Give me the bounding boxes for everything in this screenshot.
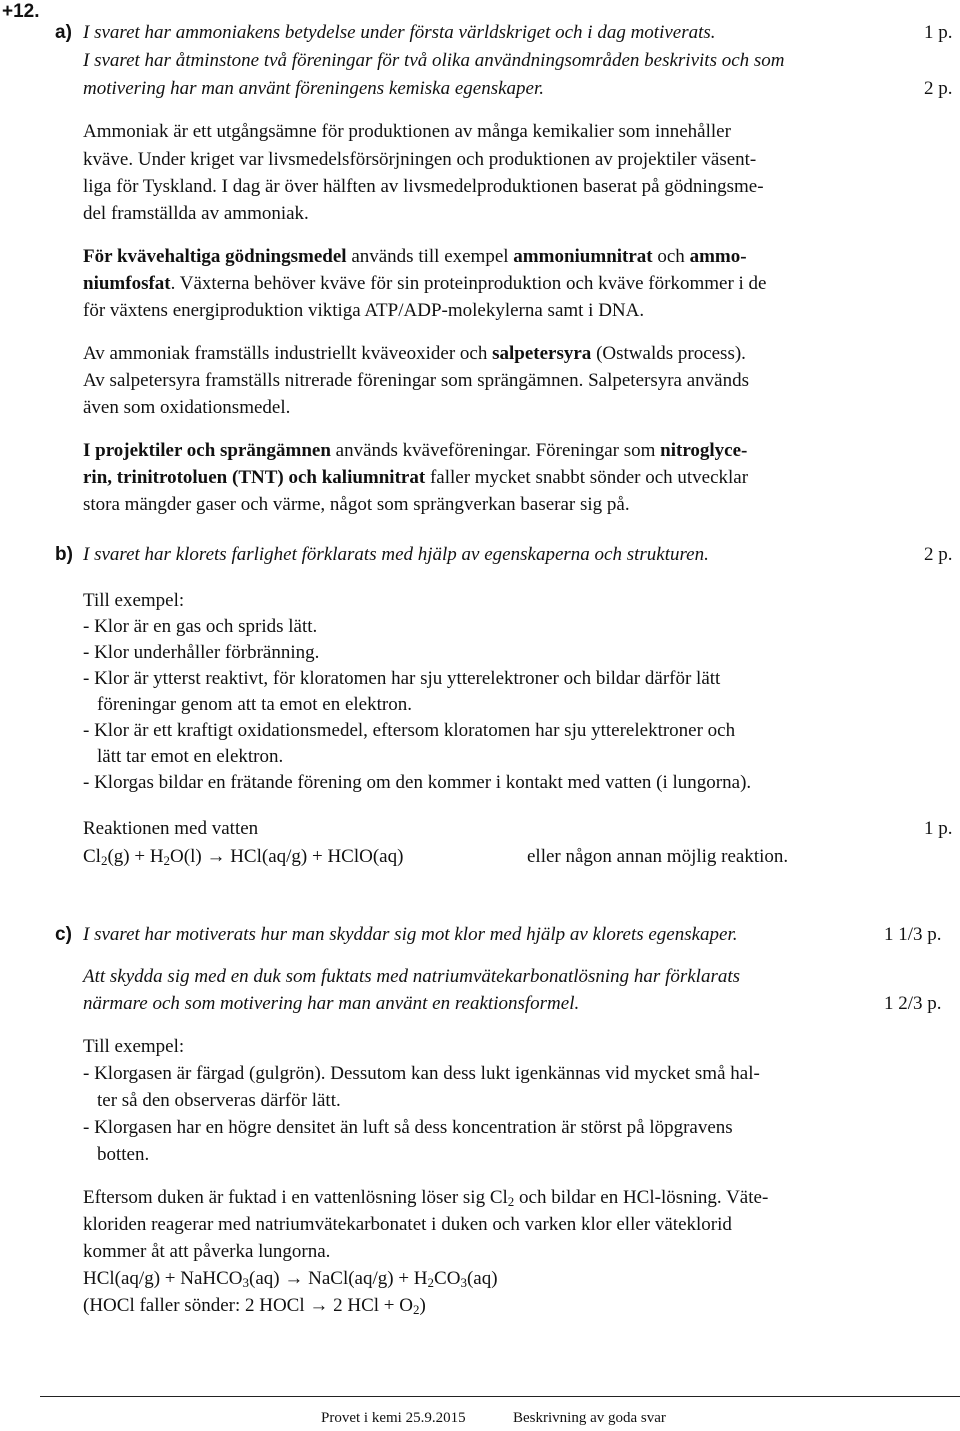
part-a-paragraph-1-line-3: liga för Tyskland. I dag är över hälften av livsmedelproduktionen baserat på gödningsme- <box>83 176 764 197</box>
text-run: och <box>652 246 690 267</box>
part-a-criterion-1-points: 1 p. <box>924 22 953 43</box>
part-a-paragraph-3-line-1 <box>83 340 746 367</box>
part-b-example-header: Till exempel: <box>83 590 185 611</box>
text-run: . Växterna behöver kväve för sin proteinproduktion och kväve förkommer i de <box>170 273 767 294</box>
part-a-criterion-2-line-2: motivering har man använt föreningens kemiska egenskaper. <box>83 78 545 99</box>
part-a-paragraph-1-line-4: del framställda av ammoniak. <box>83 203 309 224</box>
question-number: +12. <box>2 1 40 22</box>
text-run: används kväveföreningar. Föreningar som <box>330 440 661 461</box>
part-b-reaction-alternative: eller någon annan möjlig reaktion. <box>527 846 789 867</box>
part-c-item-continued: botten. <box>97 1144 150 1165</box>
part-a-label: a) <box>55 22 72 43</box>
footer-rule <box>40 1396 960 1397</box>
part-b-criterion-points: 2 p. <box>924 544 953 565</box>
part-c-criterion-2-points: 1 2/3 p. <box>884 993 942 1014</box>
part-b-reaction-points: 1 p. <box>924 818 953 839</box>
part-a-paragraph-2-line-3: för växtens energiproduktion viktiga ATP/ADP-molekylerna samt i DNA. <box>83 300 645 321</box>
part-c-criterion-1: I svaret har motiverats hur man skyddar sig mot klor med hjälp av klorets egenskaper. <box>83 924 738 945</box>
part-a-paragraph-3-line-2: Av salpetersyra framställs nitrerade föreningar som sprängämnen. Salpetersyra används <box>83 370 749 391</box>
part-c-paragraph-line-1: Eftersom duken är fuktad i en vattenlösning löser sig $Cl_2$ och bildar en HCl-lösning. Väte- <box>83 1187 769 1209</box>
part-a-paragraph-1-line-1: Ammoniak är ett utgångsämne för produktionen av många kemikalier som innehåller <box>83 121 731 142</box>
chlorine-water-equation: $Cl_2(g) + H_2O(l) \to HCl(aq/g)$ + HClO(aq) <box>83 846 404 868</box>
ammonium-phosphate-term-start: ammo- <box>689 246 747 267</box>
part-a-paragraph-4-line-2 <box>83 464 748 491</box>
part-b-item: - Klor är ytterst reaktivt, för kloratomen har sju ytterelektroner och bildar därför lätt <box>83 668 721 689</box>
part-b-item: - Klor är en gas och sprids lätt. <box>83 616 318 637</box>
text-run: faller mycket snabbt sönder och utvecklar <box>425 467 749 488</box>
text-run: Eftersom duken är fuktad i en vattenlösning löser sig Cl <box>83 1187 508 1208</box>
part-c-paragraph-line-3: kommer åt att påverka lungorna. <box>83 1241 331 1262</box>
part-c-item: - Klorgasen är färgad (gulgrön). Dessutom kan dess lukt igenkännas vid mycket små hal- <box>83 1063 760 1084</box>
part-b-reaction-header: Reaktionen med vatten <box>83 818 259 839</box>
part-a-criterion-1: I svaret har ammoniakens betydelse under första världskriget och i dag motiverats. <box>83 22 716 43</box>
part-b-criterion: I svaret har klorets farlighet förklarats med hjälp av egenskaperna och strukturen. <box>83 544 709 565</box>
part-c-example-header: Till exempel: <box>83 1036 185 1057</box>
part-a-paragraph-3-line-3: även som oxidationsmedel. <box>83 397 291 418</box>
part-c-item: - Klorgasen har en högre densitet än luft så dess koncentration är störst på löpgravens <box>83 1117 733 1138</box>
part-b-item: - Klor är ett kraftigt oxidationsmedel, eftersom kloratomen har sju ytterelektroner och <box>83 720 736 741</box>
part-b-item-continued: lätt tar emot en elektron. <box>97 746 284 767</box>
part-b-item: - Klorgas bildar en frätande förening om den kommer i kontakt med vatten (i lungorna). <box>83 772 752 793</box>
part-b-label: b) <box>55 544 73 565</box>
part-c-criterion-1-points: 1 1/3 p. <box>884 924 942 945</box>
part-a-paragraph-4-line-1 <box>83 437 747 464</box>
part-a-criterion-2-points: 2 p. <box>924 78 953 99</box>
ammonium-phosphate-term-end: niumfosfat <box>83 273 171 294</box>
fertilizer-term: För kvävehaltiga gödningsmedel <box>83 246 347 267</box>
part-c-criterion-2-line-1: Att skydda sig med en duk som fuktats med natriumvätekarbonatlösning har förklarats <box>83 966 741 987</box>
text-run: används till exempel <box>346 246 514 267</box>
explosives-term: I projektiler och sprängämnen <box>83 440 331 461</box>
part-a-paragraph-2-line-1 <box>83 243 747 270</box>
hcl-bicarbonate-equation: HCl(aq/g) + NaHCO$_3$(aq) → NaCl(aq/g) + $H_2CO_3(aq)$ <box>83 1268 498 1290</box>
part-a-paragraph-4-line-3: stora mängder gaser och värme, något som sprängverkan baserar sig på. <box>83 494 630 515</box>
part-c-item-continued: ter så den observeras därför lätt. <box>97 1090 341 1111</box>
part-a-paragraph-1-line-2: kväve. Under kriget var livsmedelsförsörjningen och produktionen av projektiler väsent- <box>83 149 757 170</box>
part-c-label: c) <box>55 924 72 945</box>
footer-exam-title: Provet i kemi 25.9.2015 <box>321 1410 466 1426</box>
part-a-paragraph-2-line-2 <box>83 270 766 297</box>
text-run: (Ostwalds process). <box>591 343 746 364</box>
explosive-compounds-term: rin, trinitrotoluen (TNT) och kaliumnitrat <box>83 467 426 488</box>
text-run: Av ammoniak framställs industriellt kväveoxider och <box>83 343 493 364</box>
hocl-decomposition-equation: (HOCl faller sönder: 2 HOCl → 2 HCl + $O_2$) <box>83 1295 426 1317</box>
part-b-item-continued: föreningar genom att ta emot en elektron. <box>97 694 412 715</box>
part-c-paragraph-line-2: kloriden reagerar med natriumvätekarbonatet i duken och varken klor eller väteklorid <box>83 1214 732 1235</box>
part-c-criterion-2-line-2: närmare och som motivering har man använt en reaktionsformel. <box>83 993 580 1014</box>
footer-description: Beskrivning av goda svar <box>513 1410 666 1426</box>
text-run: och bildar en HCl-lösning. Väte- <box>514 1187 769 1208</box>
nitric-acid-term: salpetersyra <box>492 343 592 364</box>
part-b-item: - Klor underhåller förbränning. <box>83 642 320 663</box>
part-a-criterion-2-line-1: I svaret har åtminstone två föreningar för två olika användningsområden beskrivits och som <box>83 50 785 71</box>
ammonium-nitrate-term: ammoniumnitrat <box>513 246 653 267</box>
nitroglycerin-term-start: nitroglyce- <box>660 440 748 461</box>
